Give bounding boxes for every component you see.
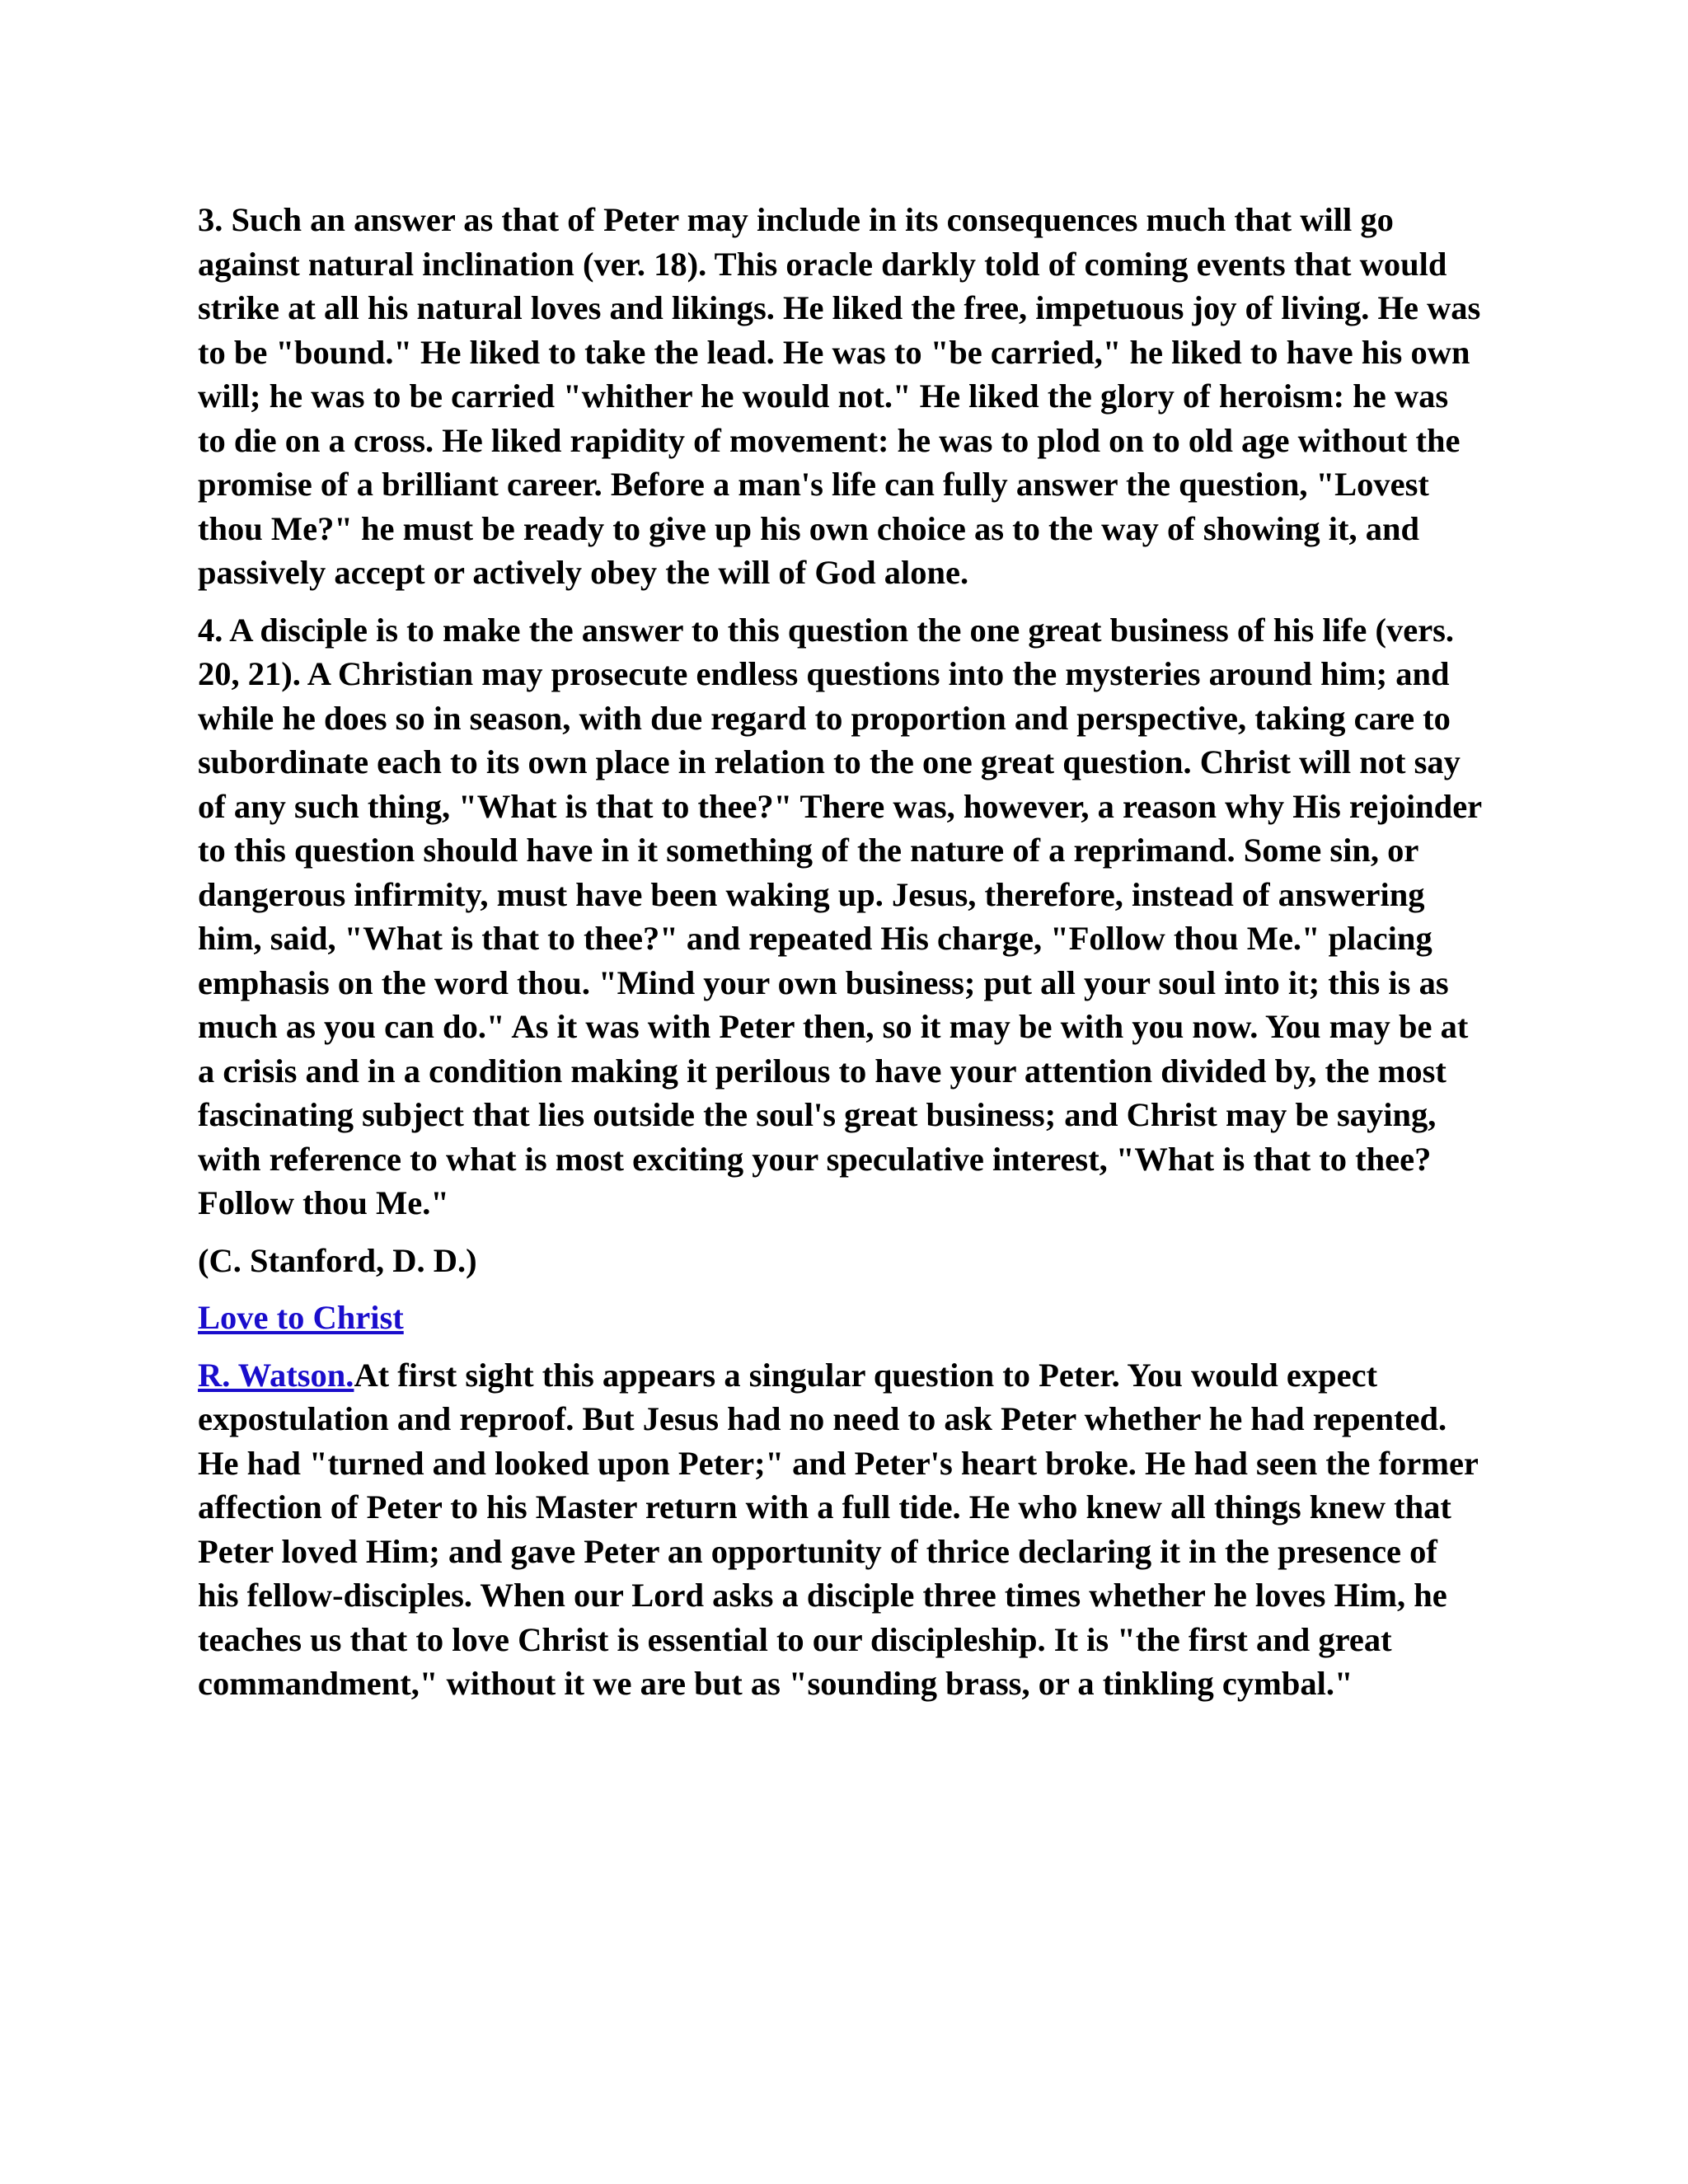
section-heading-link[interactable]: Love to Christ [198,1299,404,1336]
section-heading-row [198,1296,1484,1340]
paragraph-point-3: 3. Such an answer as that of Peter may include in its consequences much that will go against natural inclination (ver. 18). This oracle darkly told of coming events that would strike at all his natural loves and likings. He liked the free, impetuous joy of living. He was to be "bound." He liked to take the lead. He was to "be carried," he liked to have his own will; he was to be carried "whither he would not." He liked the glory of heroism: he was to die on a cross. He liked rapidity of movement: he was to plod on to old age without the promise of a brilliant career. Before a man's life can fully answer the question, "Lovest thou Me?" he must be ready to give up his own choice as to the way of showing it, and passively accept or actively obey the will of God alone. [198,201,1481,591]
section-body-text: At first sight this appears a singular question to Peter. You would expect expostulation and reproof. But Jesus had no need to ask Peter whether he had repented. He had "turned and looked upon Peter;" and Peter's heart broke. He had seen the former affection of Peter to his Master return with a full tide. He who knew all things knew that Peter loved Him; and gave Peter an opportunity of thrice declaring it in the presence of his fellow-disciples. When our Lord asks a disciple three times whether he loves Him, he teaches us that to love Christ is essential to our discipleship. It is "the first and great commandment," without it we are but as "sounding brass, or a tinkling cymbal." [198,1356,1479,1702]
document-page [198,198,1484,1719]
paragraph-point-4: 4. A disciple is to make the answer to this question the one great business of his life (vers. 20, 21). A Christian may prosecute endless questions into the mysteries around him; and while he does so in season, with due regard to proportion and perspective, taking care to subordinate each to its own place in relation to the one great question. Christ will not say of any such thing, "What is that to thee?" There was, however, a reason why His rejoinder to this question should have in it something of the nature of a reprimand. Some sin, or dangerous infirmity, must have been waking up. Jesus, therefore, instead of answering him, said, "What is that to thee?" and repeated His charge, "Follow thou Me." placing emphasis on the word thou. "Mind your own business; put all your soul into it; this is as much as you can do." As it was with Peter then, so it may be with you now. You may be at a crisis and in a condition making it perilous to have your attention divided by, the most fascinating subject that lies outside the soul's great business; and Christ may be saying, with reference to what is most exciting your speculative interest, "What is that to thee? Follow thou Me." [198,611,1482,1221]
attribution: (C. Stanford, D. D.) [198,1241,477,1279]
author-link[interactable]: R. Watson. [198,1356,354,1394]
section-body-paragraph [198,1353,1484,1706]
